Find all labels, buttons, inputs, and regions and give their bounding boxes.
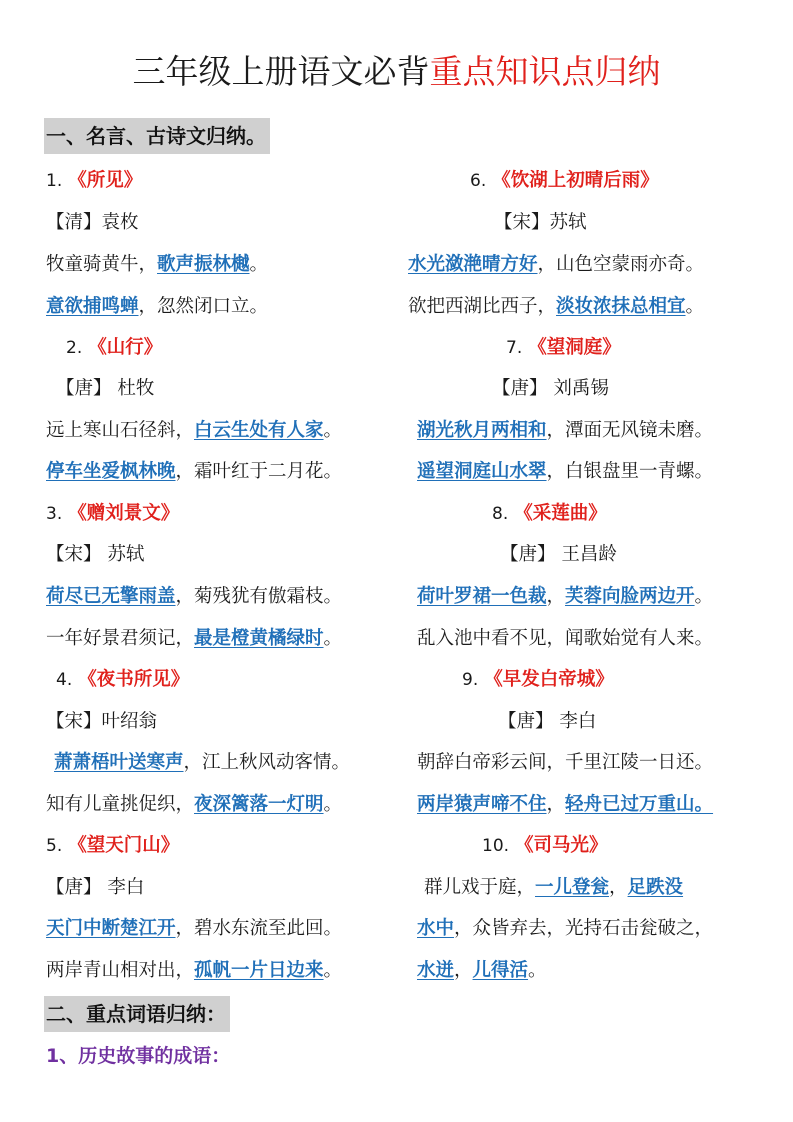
highlighted-phrase: 天门中断楚江开 (46, 918, 176, 939)
poem-title-text: 《望洞庭》 (528, 337, 621, 358)
highlighted-phrase: 淡妆浓抹总相宜 (556, 296, 686, 317)
poem-line (417, 790, 713, 820)
poem-author-8: 【唐】 王昌龄 (500, 544, 617, 565)
text-run: 。 (685, 296, 705, 317)
text-run: 2. (66, 338, 83, 358)
text-run: 一年好景君须记， (46, 628, 195, 649)
poem-title-6 (470, 166, 659, 196)
text-run: 。 (249, 254, 269, 275)
highlighted-phrase: 意欲捕鸣蝉 (46, 296, 139, 317)
poem-title-1 (46, 166, 142, 196)
highlighted-phrase: 芙蓉向脸两边开 (565, 586, 695, 607)
highlighted-phrase: 湖光秋月两相和 (417, 420, 547, 441)
highlighted-phrase: 遥望洞庭山水翠 (417, 461, 547, 482)
poem-author-7: 【唐】 刘禹锡 (492, 378, 609, 399)
text-run: 两岸青山相对出， (46, 960, 195, 981)
page-title (0, 48, 793, 96)
text-run: 欲把西湖比西子， (408, 296, 557, 317)
poem-title-text: 《夜书所见》 (78, 669, 190, 690)
highlighted-phrase: 夜深篱落一灯明 (194, 794, 324, 815)
text-run: 。 (694, 586, 714, 607)
poem-title-text: 《司马光》 (515, 835, 608, 856)
poem-title-2 (66, 333, 162, 363)
poem-line (417, 416, 713, 446)
poem-author-4: 【宋】叶绍翁 (46, 711, 158, 732)
poem-title-9 (462, 665, 614, 695)
title-part-2: 重点知识点归纳 (429, 52, 661, 91)
text-run: ，忽然闭口立。 (138, 296, 269, 317)
text-run: 。 (323, 628, 343, 649)
text-run: ，碧水东流至此回。 (175, 918, 343, 939)
poem-title-10 (482, 831, 608, 861)
text-run: 3. (46, 504, 63, 524)
highlighted-phrase: 白云生处有人家 (194, 420, 324, 441)
section-heading-2: 二、重点词语归纳： (44, 996, 230, 1032)
poem-line (54, 748, 350, 778)
text-run: ， (609, 877, 628, 898)
poem-author-6: 【宋】苏轼 (494, 212, 587, 233)
text-run: 群儿戏于庭， (424, 877, 536, 898)
highlighted-phrase: 最是橙黄橘绿时 (194, 628, 324, 649)
text-run: ，江上秋风动客情。 (183, 752, 351, 773)
poem-line (46, 956, 342, 986)
text-run: ，众皆弃去，光持石击瓮破之， (454, 918, 714, 939)
text-run: 6. (470, 171, 487, 191)
highlighted-phrase: 水光潋滟晴方好 (408, 254, 538, 275)
poem-title-text: 《饮湖上初晴后雨》 (492, 170, 659, 191)
text-run: 知有儿童挑促织， (46, 794, 195, 815)
highlighted-phrase: 萧萧梧叶送寒声 (54, 752, 184, 773)
highlighted-phrase: 足跌没 (627, 877, 684, 898)
poem-line (408, 292, 704, 322)
text-run: 。 (323, 960, 343, 981)
poem-title-text: 《赠刘景文》 (68, 503, 180, 524)
text-run: 7. (506, 338, 523, 358)
text-run: ，白银盘里一青螺。 (546, 461, 714, 482)
poem-title-text: 《所见》 (68, 170, 143, 191)
poem-author-2: 【唐】 杜牧 (56, 378, 155, 399)
poem-line (46, 250, 268, 280)
poem-line: 乱入池中看不见，闻歌始觉有人来。 (417, 628, 714, 649)
poem-line (417, 956, 547, 986)
poem-author-1: 【清】袁枚 (46, 212, 139, 233)
poem-title-3 (46, 499, 179, 529)
highlighted-phrase: 水迸 (417, 960, 455, 981)
section-heading-1: 一、名言、古诗文归纳。 (44, 118, 270, 154)
text-run: ，菊残犹有傲霜枝。 (175, 586, 343, 607)
text-run: 4. (56, 670, 73, 690)
text-run: ，山色空蒙雨亦奇。 (537, 254, 705, 275)
text-run: 远上寒山石径斜， (46, 420, 195, 441)
poem-author-5: 【唐】 李白 (46, 877, 145, 898)
text-run: 牧童骑黄牛， (46, 254, 158, 275)
highlighted-phrase: 水中 (417, 918, 455, 939)
highlighted-phrase: 歌声振林樾 (157, 254, 250, 275)
poem-line: 朝辞白帝彩云间，千里江陵一日还。 (417, 752, 714, 773)
text-run: 9. (462, 670, 479, 690)
text-run: 。 (323, 794, 343, 815)
highlighted-phrase: 儿得活 (472, 960, 529, 981)
text-run: ， (454, 960, 473, 981)
highlighted-phrase: 轻舟已过万重山。 (565, 794, 714, 815)
text-run: 8. (492, 504, 509, 524)
text-run: ，潭面无风镜未磨。 (546, 420, 714, 441)
poem-line (46, 624, 342, 654)
poem-author-9: 【唐】 李白 (498, 711, 597, 732)
text-run: ，霜叶红于二月花。 (175, 461, 343, 482)
poem-line (417, 914, 713, 944)
poem-title-text: 《早发白帝城》 (484, 669, 614, 690)
poem-title-text: 《采莲曲》 (514, 503, 607, 524)
highlighted-phrase: 孤帆一片日边来 (194, 960, 324, 981)
poem-line (46, 292, 268, 322)
text-run: ， (546, 586, 566, 607)
text-run: 1. (46, 171, 63, 191)
poem-author-3: 【宋】 苏轼 (46, 544, 145, 565)
highlighted-phrase: 一儿登瓮 (535, 877, 610, 898)
title-part-1: 三年级上册语文必背 (132, 52, 430, 91)
text-run: 10. (482, 836, 510, 856)
poem-line (46, 582, 342, 612)
highlighted-phrase: 荷尽已无擎雨盖 (46, 586, 176, 607)
poem-line (424, 873, 683, 903)
poem-title-text: 《望天门山》 (68, 835, 180, 856)
poem-line (417, 457, 713, 487)
text-run: 5. (46, 836, 63, 856)
poem-title-8 (492, 499, 607, 529)
poem-title-4 (56, 665, 189, 695)
poem-line (46, 914, 342, 944)
poem-line (46, 416, 342, 446)
highlighted-phrase: 停车坐爱枫林晚 (46, 461, 176, 482)
highlighted-phrase: 两岸猿声啼不住 (417, 794, 547, 815)
poem-line (417, 582, 713, 612)
text-run: 。 (528, 960, 547, 981)
poem-title-text: 《山行》 (88, 337, 163, 358)
highlighted-phrase: 荷叶罗裙一色裁 (417, 586, 547, 607)
text-run: 。 (323, 420, 343, 441)
poem-title-5 (46, 831, 179, 861)
poem-line (408, 250, 704, 280)
poem-title-7 (506, 333, 621, 363)
poem-line (46, 457, 342, 487)
poem-line (46, 790, 342, 820)
text-run: ， (546, 794, 566, 815)
subsection-heading-1: 1、历史故事的成语： (46, 1045, 231, 1067)
